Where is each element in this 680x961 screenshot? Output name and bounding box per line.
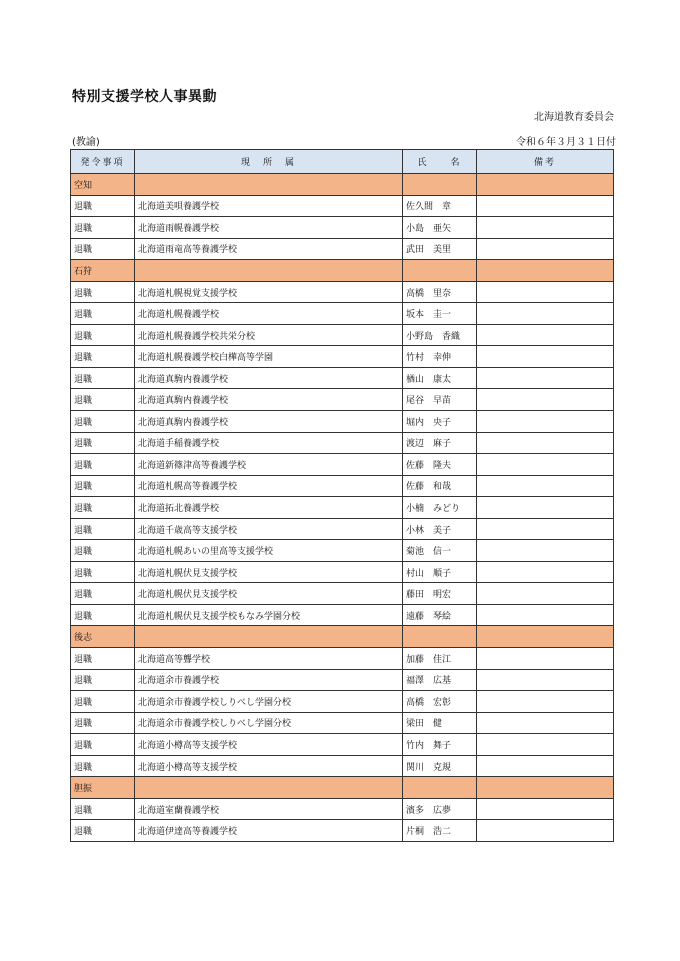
table-row <box>71 475 614 497</box>
remarks-cell <box>477 497 614 519</box>
school-cell: 北海道雨幌養護学校 <box>135 217 403 239</box>
action-cell: 退職 <box>71 755 135 777</box>
school-cell: 北海道手稲養護学校 <box>135 432 403 454</box>
remarks-cell <box>477 432 614 454</box>
action-cell: 退職 <box>71 195 135 217</box>
header-current-school: 現 所 属 <box>135 150 403 174</box>
school-cell: 北海道余市養護学校しりべし学園分校 <box>135 691 403 713</box>
name-cell: 梁田 健 <box>403 712 477 734</box>
name-cell: 坂本 圭一 <box>403 303 477 325</box>
issuer: 北海道教育委員会 <box>534 112 614 123</box>
name-cell: 村山 順子 <box>403 561 477 583</box>
region-name: 空知 <box>71 174 135 196</box>
action-cell: 退職 <box>71 798 135 820</box>
name-cell: 濱多 広夢 <box>403 798 477 820</box>
name-cell: 関川 克規 <box>403 755 477 777</box>
name-cell: 片桐 浩二 <box>403 820 477 842</box>
action-cell: 退職 <box>71 604 135 626</box>
region-empty-cell <box>135 260 403 282</box>
region-row <box>71 260 614 282</box>
action-cell: 退職 <box>71 712 135 734</box>
table-row <box>71 497 614 519</box>
table-row <box>71 583 614 605</box>
remarks-cell <box>477 755 614 777</box>
remarks-cell <box>477 820 614 842</box>
region-empty-cell <box>135 777 403 799</box>
school-cell: 北海道札幌養護学校白樺高等学園 <box>135 346 403 368</box>
school-cell: 北海道小樽高等支援学校 <box>135 755 403 777</box>
name-cell: 佐藤 隆夫 <box>403 454 477 476</box>
table-row <box>71 604 614 626</box>
table-row <box>71 367 614 389</box>
region-empty-cell <box>403 260 477 282</box>
table-row <box>71 648 614 670</box>
table-row <box>71 411 614 433</box>
remarks-cell <box>477 691 614 713</box>
remarks-cell <box>477 303 614 325</box>
table-row <box>71 324 614 346</box>
region-empty-cell <box>403 777 477 799</box>
remarks-cell <box>477 561 614 583</box>
school-cell: 北海道札幌伏見支援学校もなみ学園分校 <box>135 604 403 626</box>
school-cell: 北海道新篠津高等養護学校 <box>135 454 403 476</box>
table-header-row <box>71 150 614 174</box>
personnel-table <box>70 149 614 842</box>
table-row <box>71 303 614 325</box>
school-cell: 北海道余市養護学校 <box>135 669 403 691</box>
remarks-cell <box>477 604 614 626</box>
region-empty-cell <box>135 174 403 196</box>
action-cell: 退職 <box>71 281 135 303</box>
table-row <box>71 195 614 217</box>
region-empty-cell <box>403 626 477 648</box>
name-cell: 藤田 明宏 <box>403 583 477 605</box>
action-cell: 退職 <box>71 389 135 411</box>
school-cell: 北海道雨竜高等養護学校 <box>135 238 403 260</box>
name-cell: 小楠 みどり <box>403 497 477 519</box>
remarks-cell <box>477 217 614 239</box>
effective-date: 令和６年３月３１日付 <box>516 137 616 148</box>
remarks-cell <box>477 346 614 368</box>
name-cell: 小島 亜矢 <box>403 217 477 239</box>
school-cell: 北海道真駒内養護学校 <box>135 389 403 411</box>
region-name: 石狩 <box>71 260 135 282</box>
remarks-cell <box>477 389 614 411</box>
remarks-cell <box>477 669 614 691</box>
table-row <box>71 820 614 842</box>
region-empty-cell <box>477 174 614 196</box>
action-cell: 退職 <box>71 303 135 325</box>
region-empty-cell <box>403 174 477 196</box>
action-cell: 退職 <box>71 217 135 239</box>
action-cell: 退職 <box>71 691 135 713</box>
name-cell: 小野島 香織 <box>403 324 477 346</box>
name-cell: 高橋 里奈 <box>403 281 477 303</box>
action-cell: 退職 <box>71 324 135 346</box>
name-cell: 堀内 央子 <box>403 411 477 433</box>
school-cell: 北海道札幌高等養護学校 <box>135 475 403 497</box>
action-cell: 退職 <box>71 432 135 454</box>
name-cell: 武田 美里 <box>403 238 477 260</box>
school-cell: 北海道拓北養護学校 <box>135 497 403 519</box>
region-empty-cell <box>477 626 614 648</box>
action-cell: 退職 <box>71 497 135 519</box>
action-cell: 退職 <box>71 238 135 260</box>
table-row <box>71 238 614 260</box>
name-cell: 高橋 宏彰 <box>403 691 477 713</box>
school-cell: 北海道小樽高等支援学校 <box>135 734 403 756</box>
school-cell: 北海道美唄養護学校 <box>135 195 403 217</box>
school-cell: 北海道札幌伏見支援学校 <box>135 561 403 583</box>
school-cell: 北海道伊達高等養護学校 <box>135 820 403 842</box>
remarks-cell <box>477 238 614 260</box>
action-cell: 退職 <box>71 540 135 562</box>
remarks-cell <box>477 411 614 433</box>
table-row <box>71 712 614 734</box>
region-empty-cell <box>135 626 403 648</box>
action-cell: 退職 <box>71 734 135 756</box>
table-row <box>71 540 614 562</box>
school-cell: 北海道真駒内養護学校 <box>135 411 403 433</box>
table-row <box>71 346 614 368</box>
table-row <box>71 798 614 820</box>
table-row <box>71 734 614 756</box>
name-cell: 佐久間 章 <box>403 195 477 217</box>
action-cell: 退職 <box>71 648 135 670</box>
remarks-cell <box>477 324 614 346</box>
name-cell: 楢山 康太 <box>403 367 477 389</box>
region-name: 後志 <box>71 626 135 648</box>
region-row <box>71 777 614 799</box>
name-cell: 尾谷 早苗 <box>403 389 477 411</box>
remarks-cell <box>477 798 614 820</box>
table-row <box>71 561 614 583</box>
name-cell: 菊池 信一 <box>403 540 477 562</box>
school-cell: 北海道札幌あいの里高等支援学校 <box>135 540 403 562</box>
header-action: 発令事項 <box>71 150 135 174</box>
action-cell: 退職 <box>71 454 135 476</box>
table-row <box>71 454 614 476</box>
action-cell: 退職 <box>71 367 135 389</box>
school-cell: 北海道札幌養護学校共栄分校 <box>135 324 403 346</box>
name-cell: 福澤 広基 <box>403 669 477 691</box>
school-cell: 北海道札幌養護学校 <box>135 303 403 325</box>
region-name: 胆振 <box>71 777 135 799</box>
school-cell: 北海道真駒内養護学校 <box>135 367 403 389</box>
region-empty-cell <box>477 260 614 282</box>
name-cell: 加藤 佳江 <box>403 648 477 670</box>
table-row <box>71 518 614 540</box>
table-row <box>71 669 614 691</box>
action-cell: 退職 <box>71 346 135 368</box>
remarks-cell <box>477 648 614 670</box>
header-name: 氏 名 <box>403 150 477 174</box>
name-cell: 遠藤 琴絵 <box>403 604 477 626</box>
table-row <box>71 389 614 411</box>
remarks-cell <box>477 367 614 389</box>
staff-category: (教諭) <box>72 137 100 148</box>
remarks-cell <box>477 734 614 756</box>
table-row <box>71 691 614 713</box>
header-remarks: 備考 <box>477 150 614 174</box>
remarks-cell <box>477 195 614 217</box>
action-cell: 退職 <box>71 583 135 605</box>
remarks-cell <box>477 540 614 562</box>
remarks-cell <box>477 454 614 476</box>
school-cell: 北海道高等聾学校 <box>135 648 403 670</box>
school-cell: 北海道室蘭養護学校 <box>135 798 403 820</box>
action-cell: 退職 <box>71 669 135 691</box>
table-body <box>71 174 614 842</box>
remarks-cell <box>477 712 614 734</box>
remarks-cell <box>477 518 614 540</box>
school-cell: 北海道千歳高等支援学校 <box>135 518 403 540</box>
name-cell: 渡辺 麻子 <box>403 432 477 454</box>
school-cell: 北海道札幌伏見支援学校 <box>135 583 403 605</box>
region-row <box>71 174 614 196</box>
school-cell: 北海道余市養護学校しりべし学園分校 <box>135 712 403 734</box>
document-title: 特別支援学校人事異動 <box>72 89 217 105</box>
name-cell: 竹村 幸伸 <box>403 346 477 368</box>
remarks-cell <box>477 281 614 303</box>
name-cell: 竹内 舞子 <box>403 734 477 756</box>
action-cell: 退職 <box>71 820 135 842</box>
action-cell: 退職 <box>71 475 135 497</box>
table-row <box>71 432 614 454</box>
name-cell: 佐藤 和哉 <box>403 475 477 497</box>
name-cell: 小林 美子 <box>403 518 477 540</box>
region-empty-cell <box>477 777 614 799</box>
table-row <box>71 281 614 303</box>
remarks-cell <box>477 475 614 497</box>
school-cell: 北海道札幌視覚支援学校 <box>135 281 403 303</box>
remarks-cell <box>477 583 614 605</box>
table-row <box>71 217 614 239</box>
region-row <box>71 626 614 648</box>
table-row <box>71 755 614 777</box>
action-cell: 退職 <box>71 561 135 583</box>
action-cell: 退職 <box>71 518 135 540</box>
action-cell: 退職 <box>71 411 135 433</box>
